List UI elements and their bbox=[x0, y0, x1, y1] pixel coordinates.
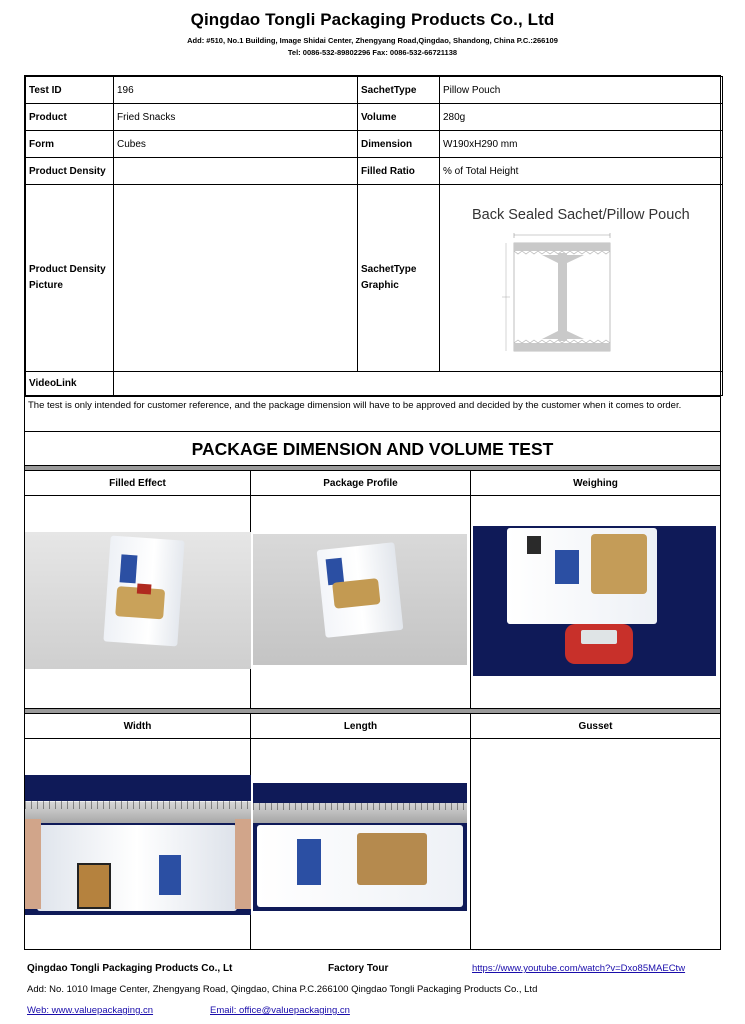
footer-company: Qingdao Tongli Packaging Products Co., Lt bbox=[27, 963, 233, 974]
width-pouch-portrait bbox=[77, 863, 111, 909]
width-pouch-label-blue bbox=[159, 855, 181, 895]
density-picture-label bbox=[26, 185, 114, 372]
pouch-label-red bbox=[137, 584, 152, 595]
sachet-type-value: Pillow Pouch bbox=[440, 77, 723, 104]
footer-email-link[interactable]: Email: office@valuepackaging.cn bbox=[210, 1005, 350, 1016]
length-photo bbox=[253, 783, 467, 911]
hand-left bbox=[25, 819, 41, 909]
gusset-header: Gusset bbox=[471, 714, 720, 739]
filled-effect-header: Filled Effect bbox=[25, 471, 250, 496]
company-phone: Tel: 0086-532-89802296 Fax: 0086-532-66721138 bbox=[287, 48, 458, 57]
product-density-value bbox=[114, 158, 358, 185]
footer-youtube-link[interactable]: https://www.youtube.com/watch?v=Dxo85MAECtw bbox=[472, 963, 686, 974]
footer-factory-tour: Factory Tour bbox=[328, 963, 389, 974]
product-value: Fried Snacks bbox=[114, 104, 358, 131]
scale-pouch-label-dark bbox=[527, 536, 541, 554]
form-value: Cubes bbox=[114, 131, 358, 158]
package-profile-cell bbox=[251, 471, 471, 708]
disclaimer-note: The test is only intended for customer reference, and the package dimension will have to be approved and decided by the customer when it comes to order. bbox=[25, 396, 720, 431]
volume-value: 280g bbox=[440, 104, 723, 131]
length-header: Length bbox=[251, 714, 470, 739]
pouch-label-blue bbox=[120, 554, 138, 583]
dimension-value: W190xH290 mm bbox=[440, 131, 723, 158]
weighing-photo-area bbox=[471, 496, 720, 708]
weighing-photo bbox=[473, 526, 716, 676]
footer-address: Add: No. 1010 Image Center, Zhengyang Road, Qingdao, China P.C.266100 Qingdao Tongli Packaging Products Co., Ltd bbox=[27, 984, 538, 995]
weighing-header: Weighing bbox=[471, 471, 720, 496]
gusset-cell bbox=[471, 714, 720, 949]
footer-line-1 bbox=[27, 963, 727, 974]
sachet-graphic-cell bbox=[440, 185, 723, 372]
section-title: PACKAGE DIMENSION AND VOLUME TEST bbox=[25, 431, 720, 465]
snack-pouch-side-image bbox=[317, 542, 404, 638]
package-profile-photo bbox=[253, 534, 467, 665]
test-report-grid bbox=[24, 75, 721, 950]
scale-pouch-food-art bbox=[591, 534, 647, 594]
volume-label: Volume bbox=[358, 104, 440, 131]
filled-effect-cell bbox=[25, 471, 251, 708]
scale-display bbox=[581, 630, 617, 644]
pouch-side-food-art bbox=[332, 578, 380, 609]
document-header bbox=[0, 10, 745, 57]
test-id-label: Test ID bbox=[26, 77, 114, 104]
sachet-type-label: SachetType bbox=[358, 77, 440, 104]
dimension-label: Dimension bbox=[358, 131, 440, 158]
graphic-title: Back Sealed Sachet/Pillow Pouch bbox=[472, 207, 690, 223]
product-density-label: Product Density bbox=[26, 158, 114, 185]
package-profile-photo-area bbox=[251, 496, 470, 708]
length-cell bbox=[251, 714, 471, 949]
weighing-cell bbox=[471, 471, 720, 708]
filled-effect-photo bbox=[25, 532, 251, 669]
sachet-graphic-label bbox=[358, 185, 440, 372]
sachet-graphic-label-line2: Graphic bbox=[361, 280, 399, 291]
kitchen-scale bbox=[565, 624, 633, 664]
length-pouch-label-blue bbox=[297, 839, 321, 885]
filled-effect-photo-area bbox=[25, 496, 250, 708]
scale-pouch-label-blue bbox=[555, 550, 579, 584]
sachet-graphic-label-line1: SachetType bbox=[361, 264, 417, 275]
gusset-photo-area bbox=[471, 739, 720, 949]
ruler-ticks bbox=[25, 801, 251, 809]
company-address: Add: #510, No.1 Building, Image Shidai Center, Zhengyang Road,Qingdao, Shandong, China P.C.:266109 bbox=[187, 36, 558, 45]
pouch-length-image bbox=[257, 825, 463, 907]
width-photo-area bbox=[25, 739, 250, 949]
photo-row-2 bbox=[25, 714, 720, 949]
snack-pouch-image bbox=[103, 536, 184, 647]
pillow-pouch-diagram bbox=[502, 233, 622, 359]
company-title: Qingdao Tongli Packaging Products Co., Ltd bbox=[190, 10, 555, 29]
photo-row-1 bbox=[25, 471, 720, 708]
filled-ratio-value: % of Total Height bbox=[440, 158, 723, 185]
width-header: Width bbox=[25, 714, 250, 739]
package-profile-header: Package Profile bbox=[251, 471, 470, 496]
footer-line-3 bbox=[27, 1005, 727, 1016]
filled-ratio-label: Filled Ratio bbox=[358, 158, 440, 185]
form-label: Form bbox=[26, 131, 114, 158]
footer-web-link[interactable]: Web: www.valuepackaging.cn bbox=[27, 1005, 154, 1016]
product-label: Product bbox=[26, 104, 114, 131]
width-photo bbox=[25, 775, 251, 915]
density-picture-label-line2: Picture bbox=[29, 280, 63, 291]
pouch-on-scale-image bbox=[507, 528, 657, 624]
test-id-value: 196 bbox=[114, 77, 358, 104]
width-cell bbox=[25, 714, 251, 949]
density-picture-cell bbox=[114, 185, 358, 372]
length-pouch-food-art bbox=[357, 833, 427, 885]
video-link-value[interactable] bbox=[114, 372, 723, 396]
pouch-width-image bbox=[37, 825, 237, 911]
info-table bbox=[25, 76, 723, 396]
hand-right bbox=[235, 819, 251, 909]
video-link-label: VideoLink bbox=[26, 372, 114, 396]
length-photo-area bbox=[251, 739, 470, 949]
density-picture-label-line1: Product Density bbox=[29, 264, 106, 275]
length-ruler-ticks bbox=[253, 803, 467, 810]
